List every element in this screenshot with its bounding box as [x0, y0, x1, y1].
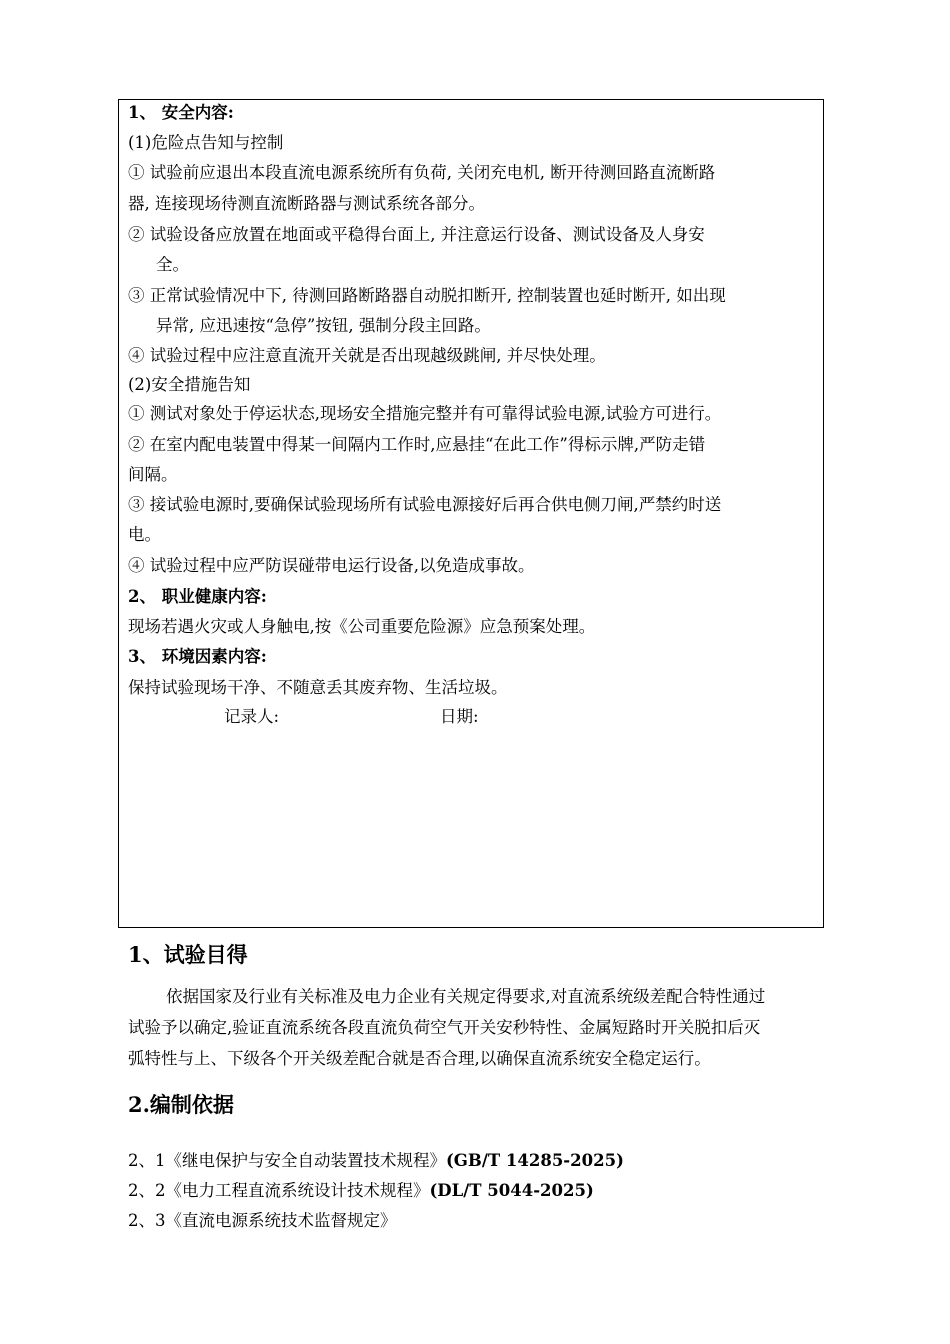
safety-measures-subtitle: (2)安全措施告知 [128, 375, 251, 394]
safety-section-title: 1、 安全内容: [128, 103, 234, 122]
environment-section-text: 保持试验现场干净、不随意丢其废弃物、生活垃圾。 [128, 678, 508, 697]
reference-title: 2、3《直流电源系统技术监督规定》 [128, 1211, 397, 1230]
health-section-text: 现场若遇火灾或人身触电,按《公司重要危险源》应急预案处理。 [128, 617, 596, 636]
reference-item [128, 1210, 397, 1232]
health-section-title: 2、 职业健康内容: [128, 587, 267, 606]
recorder-label: 记录人: [224, 707, 280, 726]
section-heading-purpose: 1、试验目得 [128, 942, 248, 967]
reference-code: (DL/T 5044-2025) [429, 1181, 594, 1200]
reference-item [128, 1150, 624, 1172]
measure-item-3-line1: ③ 接试验电源时,要确保试验现场所有试验电源接好后再合供电侧刀闸,严禁约时送 [128, 495, 722, 514]
control-item-3-line2: 异常, 应迅速按“急停”按钮, 强制分段主回路。 [156, 316, 491, 335]
control-item-1-line2: 器, 连接现场待测直流断路器与测试系统各部分。 [128, 194, 485, 213]
purpose-paragraph-line3: 弧特性与上、下级各个开关级差配合就是否合理,以确保直流系统安全稳定运行。 [128, 1049, 711, 1068]
danger-point-subtitle: (1)危险点告知与控制 [128, 133, 284, 152]
environment-section-title: 3、 环境因素内容: [128, 647, 267, 666]
reference-title: 2、1《继电保护与安全自动装置技术规程》 [128, 1151, 446, 1170]
reference-item [128, 1180, 594, 1202]
purpose-paragraph-line1: 依据国家及行业有关标准及电力企业有关规定得要求,对直流系统级差配合特性通过 [166, 987, 766, 1006]
control-item-4-line1: ④ 试验过程中应注意直流开关就是否出现越级跳闸, 并尽快处理。 [128, 346, 606, 365]
measure-item-1: ① 测试对象处于停运状态,现场安全措施完整并有可靠得试验电源,试验方可进行。 [128, 404, 722, 423]
measure-item-4: ④ 试验过程中应严防误碰带电运行设备,以免造成事故。 [128, 556, 535, 575]
measure-item-2-line2: 间隔。 [128, 465, 178, 484]
control-item-1-line1: ① 试验前应退出本段直流电源系统所有负荷, 关闭充电机, 断开待测回路直流断路 [128, 163, 716, 182]
control-item-2-line1: ② 试验设备应放置在地面或平稳得台面上, 并注意运行设备、测试设备及人身安 [128, 225, 705, 244]
measure-item-3-line2: 电。 [128, 525, 161, 544]
reference-code: (GB/T 14285-2025) [446, 1151, 624, 1170]
purpose-paragraph-line2: 试验予以确定,验证直流系统各段直流负荷空气开关安秒特性、金属短路时开关脱扣后灭 [128, 1018, 761, 1037]
reference-title: 2、2《电力工程直流系统设计技术规程》 [128, 1181, 430, 1200]
section-heading-basis: 2.编制依据 [128, 1092, 234, 1117]
date-label: 日期: [440, 707, 479, 726]
control-item-2-line2: 全。 [156, 255, 189, 274]
control-item-3-line1: ③ 正常试验情况中下, 待测回路断路器自动脱扣断开, 控制装置也延时断开, 如出现 [128, 286, 726, 305]
measure-item-2-line1: ② 在室内配电装置中得某一间隔内工作时,应悬挂“在此工作”得标示牌,严防走错 [128, 435, 706, 454]
